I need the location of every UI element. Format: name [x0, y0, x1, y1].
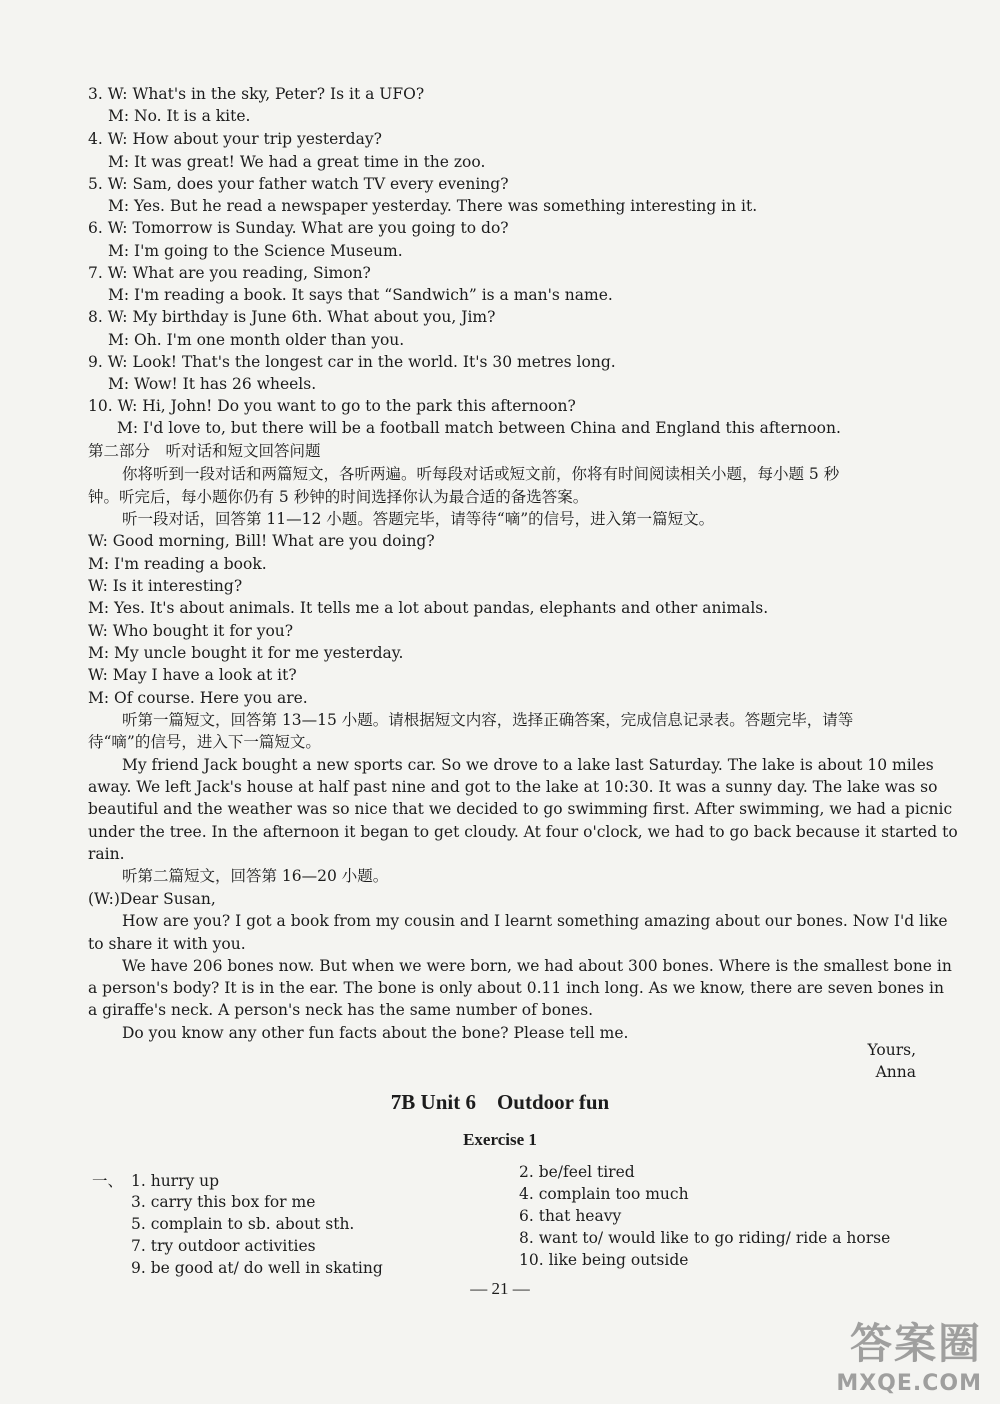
answer-item: 10. like being outside: [519, 1251, 689, 1269]
dialogue-line: W: Is it interesting?: [88, 577, 243, 595]
dialogue-line: M: Oh. I'm one month older than you.: [108, 331, 405, 349]
answer-item: 4. complain too much: [519, 1185, 689, 1203]
dialogue-line: 8. W: My birthday is June 6th. What about you, Jim?: [88, 308, 496, 326]
dialogue-line: 10. W: Hi, John! Do you want to go to the park this afternoon?: [88, 397, 576, 415]
instruction-text: 你将听到一段对话和两篇短文，各听两遍。听每段对话或短文前，你将有时间阅读相关小题，每小题 5 秒: [122, 465, 840, 483]
dialogue-line: W: Good morning, Bill! What are you doing?: [88, 532, 435, 550]
instruction-text: 钟。听完后，每小题你仍有 5 秒钟的时间选择你认为最合适的备选答案。: [88, 488, 589, 506]
dialogue-line: M: Yes. It's about animals. It tells me a lot about pandas, elephants and other animals.: [88, 599, 769, 617]
dialogue-line: M: My uncle bought it for me yesterday.: [88, 644, 404, 662]
answer-item: 3. carry this box for me: [131, 1193, 316, 1211]
passage-line: to share it with you.: [88, 935, 246, 953]
dialogue-line: M: I'm reading a book. It says that “Sandwich” is a man's name.: [108, 286, 613, 304]
watermark-logo: [836, 1311, 982, 1396]
passage-line: rain.: [88, 845, 125, 863]
page-number: — 21 —: [470, 1279, 530, 1298]
answer-item: 6. that heavy: [519, 1207, 622, 1225]
dialogue-line: W: Who bought it for you?: [88, 622, 294, 640]
letter-signature: Anna: [875, 1063, 916, 1081]
instruction-text: 待“嘀”的信号，进入下一篇短文。: [88, 733, 321, 751]
section-heading: 第二部分 听对话和短文回答问题: [88, 442, 321, 460]
dialogue-line: 7. W: What are you reading, Simon?: [88, 264, 371, 282]
passage-line: My friend Jack bought a new sports car. So we drove to a lake last Saturday. The lake is about 10 miles: [122, 756, 934, 774]
passage-line: a giraffe's neck. A person's neck has the same number of bones.: [88, 1001, 594, 1019]
answer-item: 2. be/feel tired: [519, 1163, 635, 1181]
passage-line: away. We left Jack's house at half past nine and got to the lake at 10:30. It was a sunny day. The lake was so: [88, 778, 938, 796]
dialogue-line: 9. W: Look! That's the longest car in the world. It's 30 metres long.: [88, 353, 616, 371]
passage-line: a person's body? It is in the ear. The bone is only about 0.11 inch long. As we know, there are seven bones in: [88, 979, 944, 997]
letter-greeting: (W:)Dear Susan,: [88, 890, 216, 908]
passage-line: under the tree. In the afternoon it began to get cloudy. At four o'clock, we had to go back because it started to: [88, 823, 958, 841]
dialogue-line: M: It was great! We had a great time in the zoo.: [108, 153, 486, 171]
dialogue-line: M: I'm reading a book.: [88, 555, 267, 573]
watermark-text: 答案圈: [849, 1319, 982, 1368]
answer-item: 1. hurry up: [131, 1172, 220, 1190]
answer-item: 5. complain to sb. about sth.: [131, 1215, 355, 1233]
dialogue-line: 3. W: What's in the sky, Peter? Is it a UFO?: [88, 85, 425, 103]
dialogue-line: M: Yes. But he read a newspaper yesterday. There was something interesting in it.: [108, 197, 758, 215]
answer-item: 8. want to/ would like to go riding/ ride a horse: [519, 1229, 891, 1247]
letter-closing: Yours,: [867, 1041, 916, 1059]
passage-line: Do you know any other fun facts about the bone? Please tell me.: [122, 1024, 629, 1042]
dialogue-line: M: No. It is a kite.: [108, 107, 251, 125]
dialogue-line: 6. W: Tomorrow is Sunday. What are you going to do?: [88, 219, 509, 237]
instruction-text: 听第一篇短文，回答第 13—15 小题。请根据短文内容，选择正确答案，完成信息记录表。答题完毕，请等: [122, 711, 854, 729]
dialogue-line: M: Wow! It has 26 wheels.: [108, 375, 317, 393]
watermark-url: MXQE.COM: [836, 1371, 982, 1396]
passage-line: beautiful and the weather was so nice that we decided to go swimming first. After swimming, we had a picnic: [88, 800, 953, 818]
exercise-title: Exercise 1: [463, 1130, 537, 1149]
dialogue-line: 5. W: Sam, does your father watch TV every evening?: [88, 175, 509, 193]
answer-item: 7. try outdoor activities: [131, 1237, 316, 1255]
instruction-text: 听第二篇短文，回答第 16—20 小题。: [122, 867, 389, 885]
dialogue-line: M: Of course. Here you are.: [88, 689, 308, 707]
passage-line: We have 206 bones now. But when we were born, we had about 300 bones. Where is the smallest bone in: [122, 957, 952, 975]
dialogue-line: M: I'm going to the Science Museum.: [108, 242, 403, 260]
section-number: 一、: [92, 1172, 124, 1190]
passage-line: How are you? I got a book from my cousin and I learnt something amazing about our bones. Now I'd like: [122, 912, 948, 930]
answer-item: 9. be good at/ do well in skating: [131, 1259, 383, 1277]
dialogue-line: 4. W: How about your trip yesterday?: [88, 130, 382, 148]
dialogue-line: W: May I have a look at it?: [88, 666, 297, 684]
instruction-text: 听一段对话，回答第 11—12 小题。答题完毕，请等待“嘀”的信号，进入第一篇短文。: [122, 510, 715, 528]
dialogue-line: M: I'd love to, but there will be a football match between China and England this afternoon.: [117, 419, 841, 437]
unit-title: 7B Unit 6 Outdoor fun: [390, 1090, 610, 1114]
